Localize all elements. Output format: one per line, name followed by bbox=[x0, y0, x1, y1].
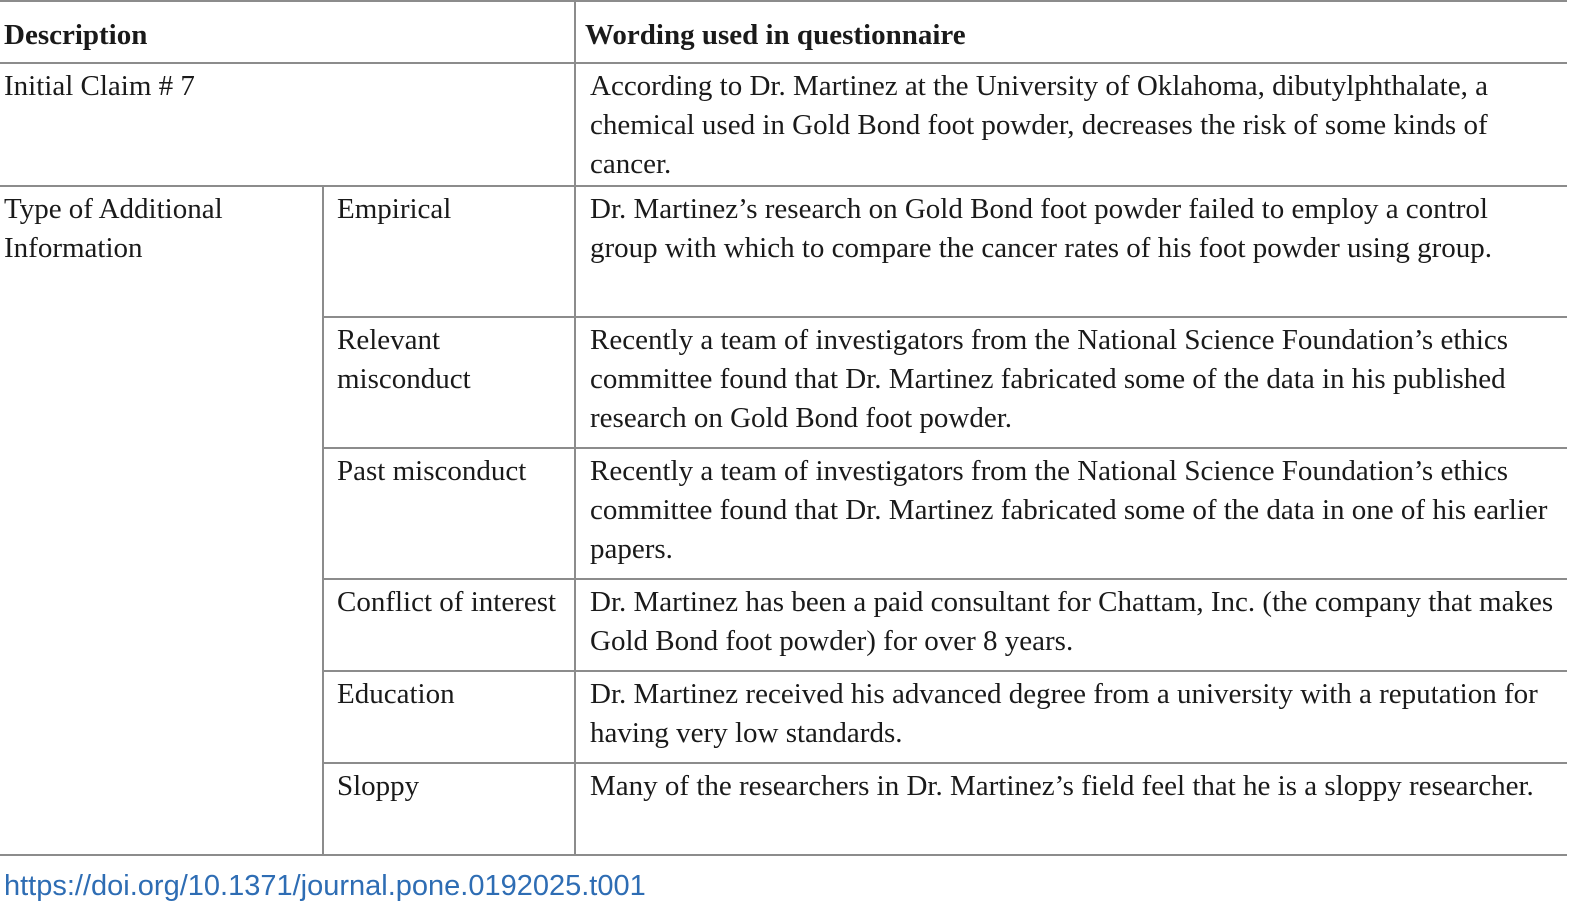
info-text-past-misconduct: Recently a team of investigators from the National Science Foundation’s ethics committee found that Dr. Martinez fabricated some of the data in one of his earlier papers. bbox=[575, 448, 1567, 579]
info-type-conflict-of-interest: Conflict of interest bbox=[323, 579, 575, 671]
initial-claim-label: Initial Claim # 7 bbox=[0, 63, 575, 186]
info-type-relevant-misconduct: Relevant misconduct bbox=[323, 317, 575, 448]
info-type-education: Education bbox=[323, 671, 575, 763]
table-row-initial-claim bbox=[0, 63, 1567, 186]
doi-link[interactable]: https://doi.org/10.1371/journal.pone.0192025.t001 bbox=[4, 870, 646, 902]
info-text-sloppy: Many of the researchers in Dr. Martinez’s field feel that he is a sloppy researcher. bbox=[575, 763, 1567, 855]
header-row bbox=[0, 1, 1567, 63]
info-text-conflict-of-interest: Dr. Martinez has been a paid consultant for Chattam, Inc. (the company that makes Gold Bond foot powder) for over 8 years. bbox=[575, 579, 1567, 671]
table-row bbox=[0, 186, 1567, 317]
info-text-relevant-misconduct: Recently a team of investigators from the National Science Foundation’s ethics committee found that Dr. Martinez fabricated some of the data in his published research on Gold Bond foot powder. bbox=[575, 317, 1567, 448]
header-wording: Wording used in questionnaire bbox=[575, 1, 1567, 63]
additional-info-label: Type of Additional Information bbox=[0, 186, 323, 855]
initial-claim-text: According to Dr. Martinez at the University of Oklahoma, dibutylphthalate, a chemical used in Gold Bond foot powder, decreases the risk of some kinds of cancer. bbox=[575, 63, 1567, 186]
info-text-empirical: Dr. Martinez’s research on Gold Bond foot powder failed to employ a control group with which to compare the cancer rates of his foot powder using group. bbox=[575, 186, 1567, 317]
info-type-sloppy: Sloppy bbox=[323, 763, 575, 855]
info-text-education: Dr. Martinez received his advanced degree from a university with a reputation for having very low standards. bbox=[575, 671, 1567, 763]
info-type-empirical: Empirical bbox=[323, 186, 575, 317]
info-type-past-misconduct: Past misconduct bbox=[323, 448, 575, 579]
header-description: Description bbox=[0, 1, 575, 63]
